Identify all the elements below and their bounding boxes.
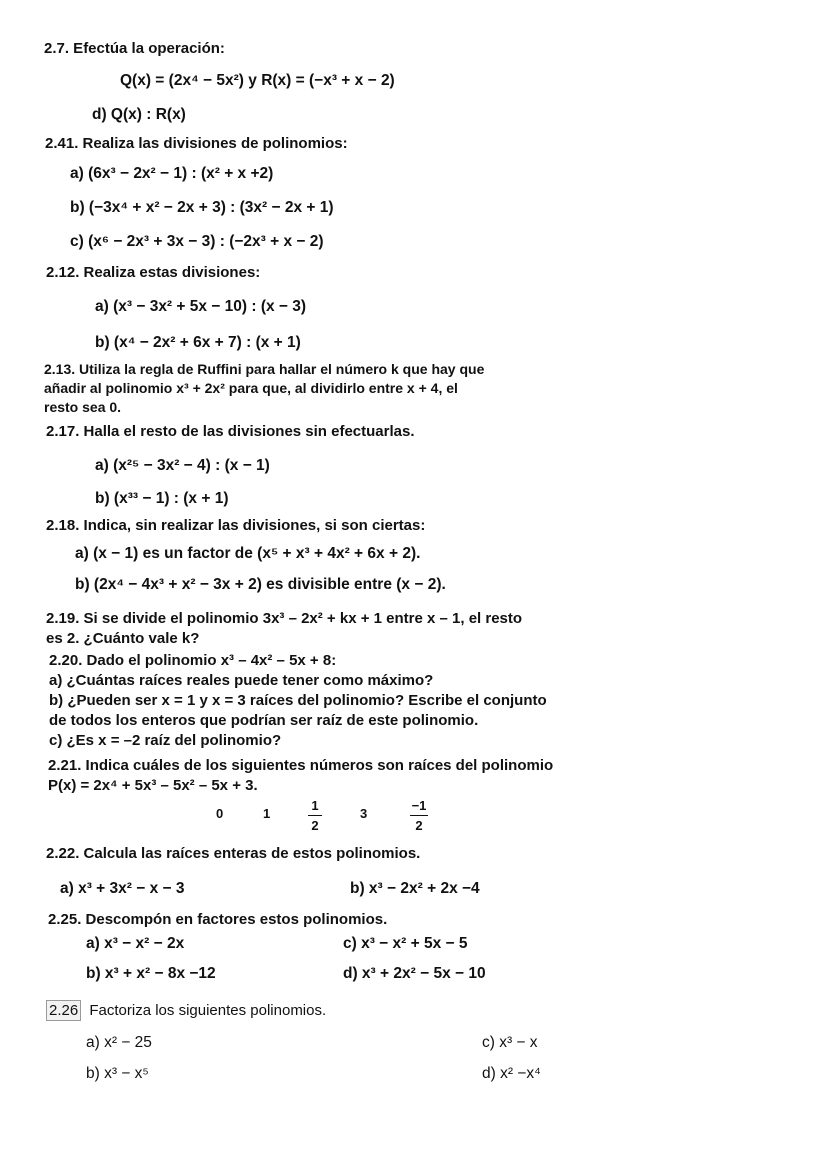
exercise-2-26-item-d: d) x² −x⁴ [482, 1065, 541, 1082]
exercise-2-7-definition: Q(x) = (2x⁴ − 5x²) y R(x) = (−x³ + x − 2) [120, 72, 395, 89]
exercise-2-17-title: 2.17. Halla el resto de las divisiones sin efectuarlas. [46, 423, 415, 440]
exercise-2-18-item-a: a) (x − 1) es un factor de (x⁵ + x³ + 4x² + 6x + 2). [75, 545, 421, 562]
exercise-2-22-item-b: b) x³ − 2x² + 2x −4 [350, 880, 480, 897]
exercise-2-20-item-c: c) ¿Es x = –2 raíz del polinomio? [49, 732, 282, 749]
fraction-minus-one-half [410, 798, 428, 833]
fraction-denominator: 2 [311, 818, 319, 833]
exercise-2-26-item-c: c) x³ − x [482, 1034, 538, 1051]
fraction-numerator: −1 [411, 798, 427, 813]
exercise-2-17-item-b: b) (x³³ − 1) : (x + 1) [95, 490, 229, 507]
exercise-2-7-item-d: d) Q(x) : R(x) [92, 106, 186, 123]
exercise-2-41-item-b: b) (−3x⁴ + x² − 2x + 3) : (3x² − 2x + 1) [70, 199, 334, 216]
exercise-2-7-title: 2.7. Efectúa la operación: [44, 40, 225, 57]
exercise-2-20-item-b-line-2: de todos los enteros que podrían ser raíz de este polinomio. [49, 712, 479, 729]
exercise-2-18-item-b: b) (2x⁴ − 4x³ + x² − 3x + 2) es divisible entre (x − 2). [75, 576, 446, 593]
exercise-2-12-item-b: b) (x⁴ − 2x² + 6x + 7) : (x + 1) [95, 334, 301, 351]
exercise-2-12-item-a: a) (x³ − 3x² + 5x − 10) : (x − 3) [95, 298, 307, 315]
number-3: 3 [360, 806, 368, 821]
exercise-2-17-item-a: a) (x²⁵ − 3x² − 4) : (x − 1) [95, 457, 270, 474]
exercise-2-21-line-2: P(x) = 2x⁴ + 5x³ – 5x² – 5x + 3. [48, 777, 258, 794]
exercise-2-25-item-b: b) x³ + x² − 8x −12 [86, 965, 216, 982]
fraction-one-half [308, 798, 322, 833]
fraction-denominator: 2 [415, 818, 423, 833]
number-0: 0 [216, 806, 224, 821]
exercise-2-26-header [46, 1002, 326, 1019]
exercise-2-13-line-3: resto sea 0. [44, 399, 122, 415]
exercise-number-box: 2.26 [46, 1000, 81, 1021]
exercise-2-20-item-b-line-1: b) ¿Pueden ser x = 1 y x = 3 raíces del polinomio? Escribe el conjunto [49, 692, 547, 709]
exercise-2-18-title: 2.18. Indica, sin realizar las divisiones, si son ciertas: [46, 517, 426, 534]
exercise-2-13-line-1: 2.13. Utiliza la regla de Ruffini para hallar el número k que hay que [44, 361, 485, 377]
exercise-2-25-item-c: c) x³ − x² + 5x − 5 [343, 935, 468, 952]
exercise-2-41-item-a: a) (6x³ − 2x² − 1) : (x² + x +2) [70, 165, 274, 182]
exercise-2-22-title: 2.22. Calcula las raíces enteras de estos polinomios. [46, 845, 421, 862]
exercise-2-19-line-2: es 2. ¿Cuánto vale k? [46, 630, 200, 647]
exercise-2-20-item-a: a) ¿Cuántas raíces reales puede tener como máximo? [49, 672, 434, 689]
exercise-2-26-title: Factoriza los siguientes polinomios. [89, 1002, 327, 1019]
exercise-2-41-title: 2.41. Realiza las divisiones de polinomios: [45, 135, 348, 152]
exercise-2-25-title: 2.25. Descompón en factores estos polinomios. [48, 911, 388, 928]
number-1: 1 [263, 806, 271, 821]
fraction-bar [410, 815, 428, 816]
exercise-2-26-item-b: b) x³ − x⁵ [86, 1065, 149, 1082]
fraction-numerator: 1 [311, 798, 319, 813]
exercise-2-22-item-a: a) x³ + 3x² − x − 3 [60, 880, 185, 897]
exercise-2-19-line-1: 2.19. Si se divide el polinomio 3x³ – 2x² + kx + 1 entre x – 1, el resto [46, 610, 523, 627]
exercise-2-25-item-a: a) x³ − x² − 2x [86, 935, 185, 952]
exercise-2-26-item-a: a) x² − 25 [86, 1034, 152, 1051]
exercise-2-25-item-d: d) x³ + 2x² − 5x − 10 [343, 965, 486, 982]
exercise-2-20-title: 2.20. Dado el polinomio x³ – 4x² – 5x + 8: [49, 652, 337, 669]
fraction-bar [308, 815, 322, 816]
exercise-2-21-line-1: 2.21. Indica cuáles de los siguientes números son raíces del polinomio [48, 757, 554, 774]
exercise-2-41-item-c: c) (x⁶ − 2x³ + 3x − 3) : (−2x³ + x − 2) [70, 233, 324, 250]
exercise-2-13-line-2: añadir al polinomio x³ + 2x² para que, al dividirlo entre x + 4, el [44, 380, 458, 396]
exercise-2-12-title: 2.12. Realiza estas divisiones: [46, 264, 261, 281]
